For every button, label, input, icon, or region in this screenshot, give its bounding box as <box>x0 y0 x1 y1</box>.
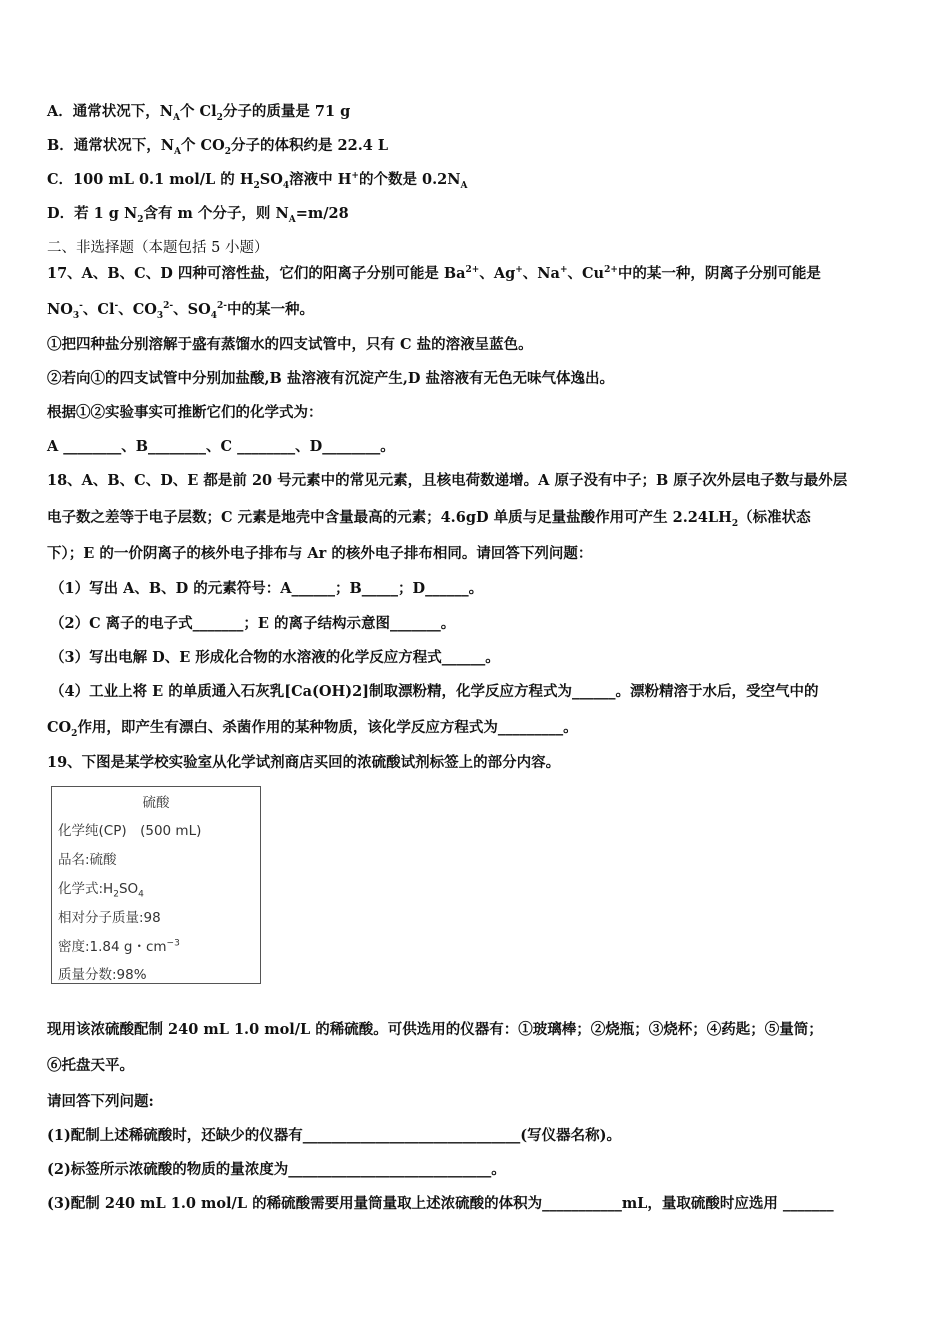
reagent-label <box>51 786 261 984</box>
label-title: 硫酸 <box>142 795 170 811</box>
label-density: 密度:1.84 g・$cm^{-3}$ <box>58 938 180 955</box>
q18-part-2: （2）C 离子的电子式_______；E 的离子结构示意图_______。 <box>50 615 456 632</box>
q18-part-3: （3）写出电解 D、E 形成化合物的水溶液的化学反应方程式______。 <box>50 649 500 666</box>
option-b: B．通常状况下，$N_A$个 $CO_2$分子的体积约是 22.4 L <box>47 137 389 157</box>
q17-line-1: 17、A、B、C、D 四种可溶性盐，它们的阳离子分别可能是 $Ba^{2+}$、Ag+、Na+、$Cu^{2+}$中的某一种，阴离子分别可能是 <box>47 265 821 282</box>
q17-step-2: ②若向①的四支试管中分别加盐酸,B 盐溶液有沉淀产生,D 盐溶液有无色无味气体逸出。 <box>47 370 615 387</box>
q17-line-2: $NO_3^-$、Cl-、$CO_3^{2-}$、$SO_4^{2-}$中的某一种。 <box>47 301 315 321</box>
q18-line-3: 下）；E 的一价阴离子的核外电子排布与 Ar 的核外电子排布相同。请回答下列问题： <box>47 545 593 562</box>
q19-answer-1: (1)配制上述稀硫酸时，还缺少的仪器有______________________________(写仪器名称)。 <box>47 1127 622 1144</box>
option-d: D．若 1 g $N_2$含有 m 个分子，则 $N_A=m/28$ <box>47 205 349 225</box>
q19-answer-3: (3)配制 240 mL 1.0 mol/L 的稀硫酸需要用量筒量取上述浓硫酸的体积为___________mL，量取硫酸时应选用 _______ <box>47 1195 834 1212</box>
q17-step-1: ①把四种盐分别溶解于盛有蒸馏水的四支试管中，只有 C 盐的溶液呈蓝色。 <box>47 336 533 353</box>
q19-prep-2: ⑥托盘天平。 <box>47 1057 134 1074</box>
option-c: C．100 mL 0.1 mol/L 的 $H_2SO_4$溶液中 H+的个数是 $0.2N_A$ <box>47 171 468 191</box>
option-a: A．通常状况下，$N_A$个 $Cl_2$分子的质量是 71 g <box>47 103 351 123</box>
q17-blanks: A ________、B________、C ________、D________。 <box>47 438 395 455</box>
section-heading: 二、非选择题（本题包括 5 小题） <box>47 240 269 256</box>
q19-ask: 请回答下列问题: <box>47 1093 154 1110</box>
q18-part-4-cont: $CO_2$作用，即产生有漂白、杀菌作用的某种物质，该化学反应方程式为_________。 <box>47 719 578 739</box>
q18-line-2: 电子数之差等于电子层数；C 元素是地壳中含量最高的元素；4.6gD 单质与足量盐酸作用可产生 $2.24LH_2$（标准状态 <box>47 509 811 529</box>
q18-part-1: （1）写出 A、B、D 的元素符号：A______；B_____；D______。 <box>50 580 484 597</box>
q18-part-4: （4）工业上将 E 的单质通入石灰乳[Ca(OH)2]制取漂粉精，化学反应方程式为______。漂粉精溶于水后，受空气中的 <box>50 683 819 700</box>
label-name: 品名:硫酸 <box>58 852 117 868</box>
q18-line-1: 18、A、B、C、D、E 都是前 20 号元素中的常见元素，且核电荷数递增。A 原子没有中子；B 原子次外层电子数与最外层 <box>47 472 848 489</box>
label-formula: 化学式$:H_2SO_4$ <box>58 881 144 900</box>
q19-answer-2: (2)标签所示浓硫酸的物质的量浓度为____________________________。 <box>47 1161 506 1178</box>
label-grade: 化学纯(CP) (500 mL) <box>58 823 202 839</box>
label-molar-mass: 相对分子质量:98 <box>58 910 161 926</box>
q19-intro: 19、下图是某学校实验室从化学试剂商店买回的浓硫酸试剂标签上的部分内容。 <box>47 754 561 771</box>
q19-prep-1: 现用该浓硫酸配制 240 mL 1.0 mol/L 的稀硫酸。可供选用的仪器有：①玻璃棒；②烧瓶；③烧杯；④药匙；⑤量筒； <box>47 1021 823 1038</box>
label-mass-fraction: 质量分数:98% <box>58 967 147 983</box>
q17-infer: 根据①②实验事实可推断它们的化学式为： <box>47 404 323 421</box>
